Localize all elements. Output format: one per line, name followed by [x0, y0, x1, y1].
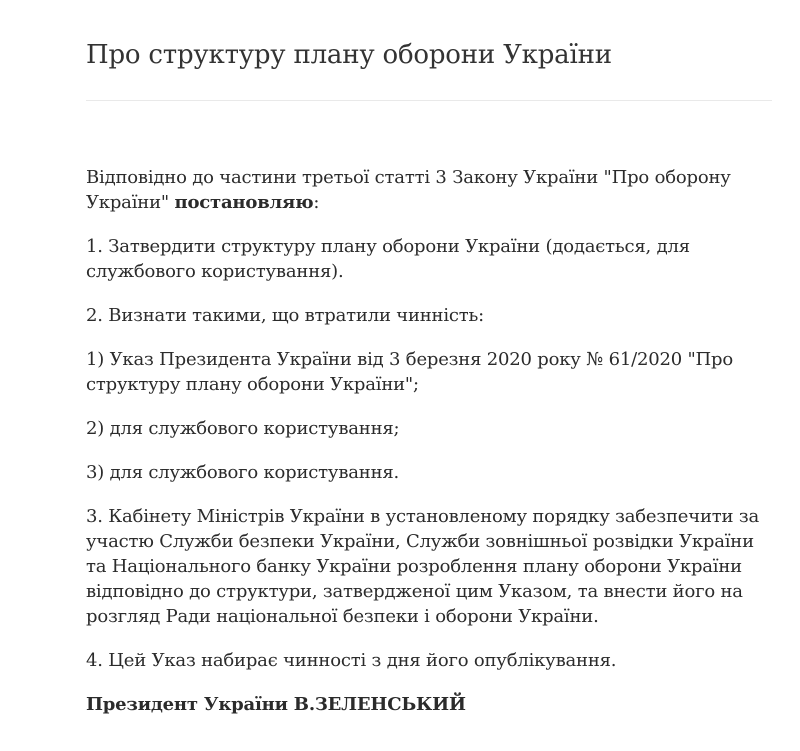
- document-title: Про структуру плану оборони України: [86, 40, 612, 70]
- title-divider: [86, 100, 772, 101]
- paragraph-repeal-item-3: 3) для службового користування.: [86, 462, 400, 483]
- intro-colon: :: [313, 192, 320, 213]
- paragraph-cabinet-instruction: 3. Кабінету Міністрів України в установленому порядку забезпечити за участю Служби безпеки України, Служби зовнішньої розвідки України та Національного банку України розроблення плану оборони України відповідно до структури, затвердженої цим Указом, та внести його на розгляд Ради національної безпеки і оборони України.: [86, 506, 759, 627]
- intro-paragraph: [86, 165, 772, 215]
- paragraph-approve-structure: 1. Затвердити структуру плану оборони України (додається, для службового користування).: [86, 236, 690, 282]
- intro-text: Відповідно до частини третьої статті 3 Закону України "Про оборону України": [86, 167, 731, 213]
- paragraph-repeal-heading: 2. Визнати такими, що втратили чинність:: [86, 305, 485, 326]
- document-body: [86, 165, 772, 717]
- document-page: [86, 0, 772, 736]
- signature: Президент України В.ЗЕЛЕНСЬКИЙ: [86, 694, 466, 715]
- paragraph-repeal-item-1: 1) Указ Президента України від 3 березня 2020 року № 61/2020 "Про структуру плану оборони України";: [86, 349, 734, 395]
- paragraph-entry-into-force: 4. Цей Указ набирає чинності з дня його опублікування.: [86, 650, 617, 671]
- paragraph-repeal-item-2: 2) для службового користування;: [86, 418, 400, 439]
- intro-emphasis: постановляю: [174, 192, 314, 213]
